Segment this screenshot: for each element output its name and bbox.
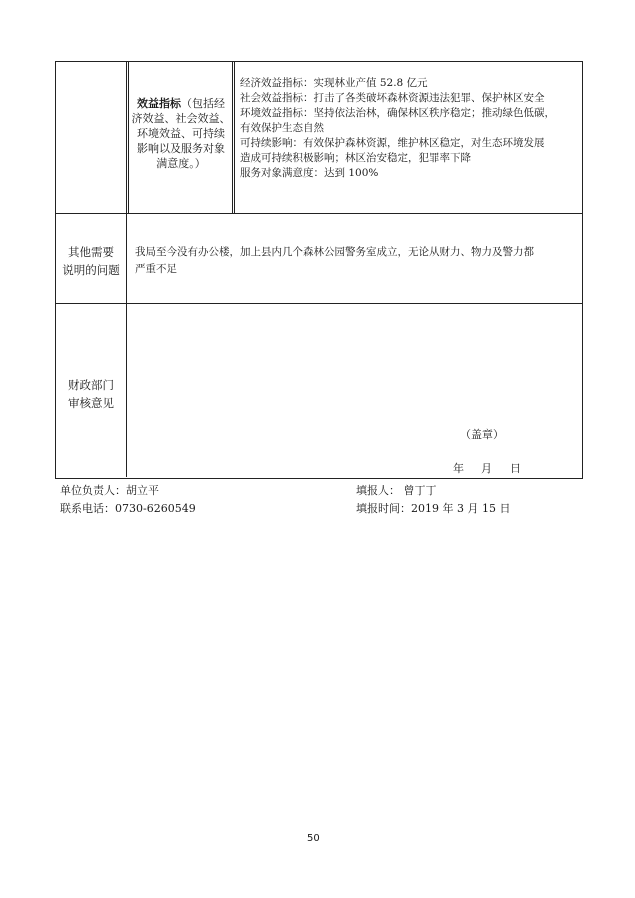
environmental-benefit-line: 环境效益指标：坚持依法治林，确保林区秩序稳定；推动绿色低碳， xyxy=(240,107,555,119)
other-issues-text-line2: 严重不足 xyxy=(135,263,177,275)
benefit-indicator-label xyxy=(130,96,232,171)
finance-review-label-line2: 审核意见 xyxy=(68,396,114,410)
column-divider-1-double xyxy=(128,61,129,213)
filler: 填报人： 曾丁丁 xyxy=(356,484,437,497)
other-issues-text xyxy=(135,244,575,278)
contact-phone: 联系电话：0730-6260549 xyxy=(60,502,196,515)
column-divider-1 xyxy=(126,61,127,477)
finance-review-label-line1: 财政部门 xyxy=(68,378,114,392)
benefit-label-part-3: 影响以及服务对象 xyxy=(137,142,225,155)
row-divider-1 xyxy=(55,213,583,214)
column-divider-2-double xyxy=(234,61,235,213)
date-day: 日 xyxy=(510,462,521,475)
other-issues-label-line1: 其他需要 xyxy=(68,245,114,259)
social-benefit-line: 社会效益指标：打击了各类破坏森林资源违法犯罪、保护林区安全 xyxy=(240,92,545,104)
finance-review-label xyxy=(56,376,126,412)
unit-head: 单位负责人：胡立平 xyxy=(60,484,159,497)
economic-benefit-line: 经济效益指标：实现林业产值 52.8 亿元 xyxy=(240,77,428,89)
sustainable-impact-line: 可持续影响：有效保护森林资源，维护林区稳定，对生态环境发展 xyxy=(240,137,545,149)
benefit-label-part-4: 满意度。） xyxy=(156,157,206,170)
benefit-label-bold: 效益指标 xyxy=(137,97,181,110)
environmental-benefit-line-cont: 有效保护生态自然 xyxy=(240,122,324,134)
benefit-label-part-2: 环境效益、可持续 xyxy=(137,127,225,140)
other-issues-label xyxy=(56,243,126,279)
date-year: 年 xyxy=(453,462,464,475)
fill-date: 填报时间：2019 年 3 月 15 日 xyxy=(356,502,511,515)
date-month: 月 xyxy=(481,462,492,475)
benefit-label-part-1: 济效益、社会效益、 xyxy=(131,112,231,125)
satisfaction-line: 服务对象满意度：达到 100% xyxy=(240,167,379,179)
benefit-indicator-content xyxy=(240,76,580,181)
seal-text: （盖章） xyxy=(460,428,504,441)
sustainable-impact-line-cont: 造成可持续积极影响；林区治安稳定，犯罪率下降 xyxy=(240,152,471,164)
row-divider-2 xyxy=(55,303,583,304)
other-issues-text-line1: 我局至今没有办公楼，加上县内几个森林公园警务室成立，无论从财力、物力及警力都 xyxy=(135,246,534,258)
other-issues-label-line2: 说明的问题 xyxy=(62,263,120,277)
page-number: 50 xyxy=(307,833,320,844)
column-divider-2 xyxy=(232,61,233,213)
benefit-label-part-0: （包括经 xyxy=(181,97,225,110)
